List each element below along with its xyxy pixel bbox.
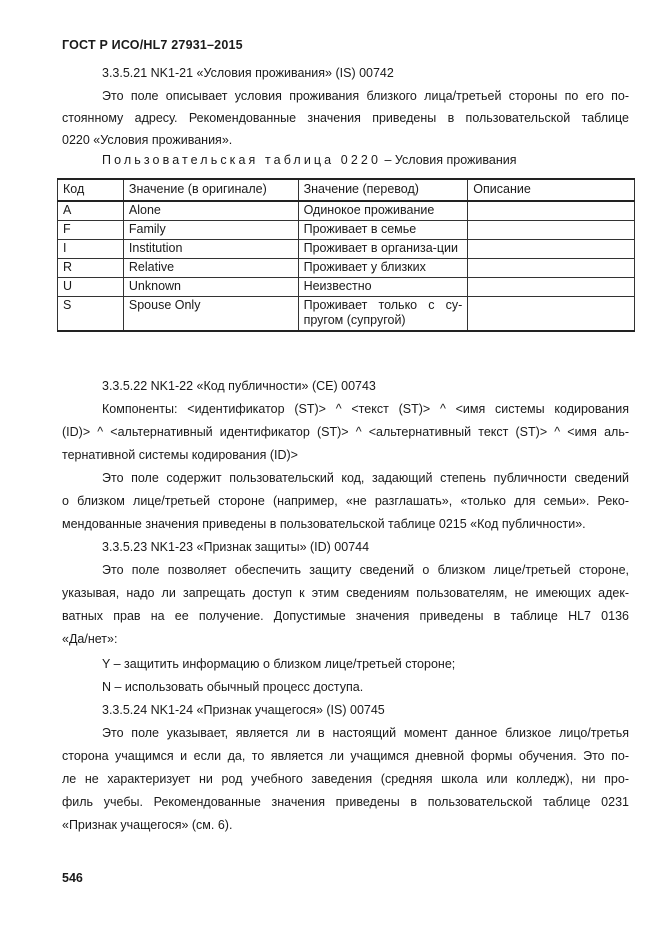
table-caption <box>102 153 517 167</box>
section-23-line-4: «Да/нет»: <box>62 632 118 646</box>
document-header: ГОСТ Р ИСО/HL7 27931–2015 <box>62 38 243 52</box>
cell-description <box>468 201 635 221</box>
section-22-components-line-1: Компоненты: <идентификатор (ST)> ^ <текст (ST)> ^ <имя системы кодирования <box>102 402 629 416</box>
cell-code: I <box>58 240 124 259</box>
cell-original: Spouse Only <box>123 297 298 332</box>
table-row <box>58 278 635 297</box>
section-21-line-3: 0220 «Условия проживания». <box>62 133 233 147</box>
column-header-description: Описание <box>468 179 635 201</box>
table-caption-subtitle: – Условия проживания <box>381 153 517 167</box>
section-24-line-3: ле не характеризует ни род учебного заведения (средняя школа или колледж), ни про- <box>62 772 629 786</box>
cell-translation: Проживает в организа-ции <box>298 240 468 259</box>
section-24-line-4: филь учебы. Рекомендованные значения приведены в пользовательской таблице 0231 <box>62 795 629 809</box>
cell-code: A <box>58 201 124 221</box>
cell-original: Relative <box>123 259 298 278</box>
section-22-heading: 3.3.5.22 NK1-22 «Код публичности» (CE) 00743 <box>102 379 376 393</box>
cell-code: U <box>58 278 124 297</box>
cell-translation: Проживает только с су-пругом (супругой) <box>298 297 468 332</box>
column-header-original: Значение (в оригинале) <box>123 179 298 201</box>
table-row <box>58 240 635 259</box>
section-23-line-1: Это поле позволяет обеспечить защиту сведений о близком лице/третьей стороне, <box>102 563 629 577</box>
section-23-option-y: Y – защитить информацию о близком лице/третьей стороне; <box>102 657 456 671</box>
section-21-line-2: стоянному адресу. Рекомендованные значения приведены в пользовательской таблице <box>62 111 629 125</box>
cell-translation: Одинокое проживание <box>298 201 468 221</box>
table-row <box>58 221 635 240</box>
section-23-line-3: ватных прав на ее получение. Допустимые значения приведены в таблице HL7 0136 <box>62 609 629 623</box>
section-24-line-5: «Признак учащегося» (см. 6). <box>62 818 233 832</box>
cell-original: Unknown <box>123 278 298 297</box>
section-23-heading: 3.3.5.23 NK1-23 «Признак защиты» (ID) 00744 <box>102 540 370 554</box>
page-number: 546 <box>62 871 83 885</box>
section-23-line-2: указывая, надо ли запрещать доступ к этим сведениям пользователям, не имеющих адек- <box>62 586 629 600</box>
section-24-heading: 3.3.5.24 NK1-24 «Признак учащегося» (IS) 00745 <box>102 703 385 717</box>
cell-translation: Проживает в семье <box>298 221 468 240</box>
section-24-line-2: сторона учащимся и если да, то является ли учащимся дневной формы обучения. Это по- <box>62 749 629 763</box>
table-caption-title: Пользовательская таблица 0220 <box>102 153 382 167</box>
cell-description <box>468 278 635 297</box>
table-row <box>58 259 635 278</box>
section-21-line-1: Это поле описывает условия проживания близкого лица/третьей стороны по его по- <box>102 89 629 103</box>
cell-description <box>468 240 635 259</box>
cell-original: Alone <box>123 201 298 221</box>
table-row <box>58 201 635 221</box>
column-header-code: Код <box>58 179 124 201</box>
section-22-line-2: о близком лице/третьей стороне (например, «не разглашать», «только для семьи». Реко- <box>62 494 629 508</box>
cell-translation: Неизвестно <box>298 278 468 297</box>
section-22-components-line-2: (ID)> ^ <альтернативный идентификатор (ST)> ^ <альтернативный текст (ST)> ^ <имя аль- <box>62 425 629 439</box>
section-22-line-3: мендованные значения приведены в пользовательской таблице 0215 «Код публичности». <box>62 517 586 531</box>
cell-code: R <box>58 259 124 278</box>
table-header-row <box>58 179 635 201</box>
residence-conditions-table <box>57 178 635 332</box>
section-24-line-1: Это поле указывает, является ли в настоящий момент данное близкое лицо/третья <box>102 726 629 740</box>
section-23-option-n: N – использовать обычный процесс доступа. <box>102 680 364 694</box>
cell-description <box>468 221 635 240</box>
cell-translation: Проживает у близких <box>298 259 468 278</box>
section-21-heading: 3.3.5.21 NK1-21 «Условия проживания» (IS) 00742 <box>102 66 394 80</box>
section-22-line-1: Это поле содержит пользовательский код, задающий степень публичности сведений <box>102 471 629 485</box>
cell-original: Institution <box>123 240 298 259</box>
cell-original: Family <box>123 221 298 240</box>
cell-code: F <box>58 221 124 240</box>
cell-code: S <box>58 297 124 332</box>
column-header-translation: Значение (перевод) <box>298 179 468 201</box>
table-row <box>58 297 635 332</box>
cell-description <box>468 297 635 332</box>
cell-description <box>468 259 635 278</box>
section-22-components-line-3: тернативной системы кодирования (ID)> <box>62 448 298 462</box>
